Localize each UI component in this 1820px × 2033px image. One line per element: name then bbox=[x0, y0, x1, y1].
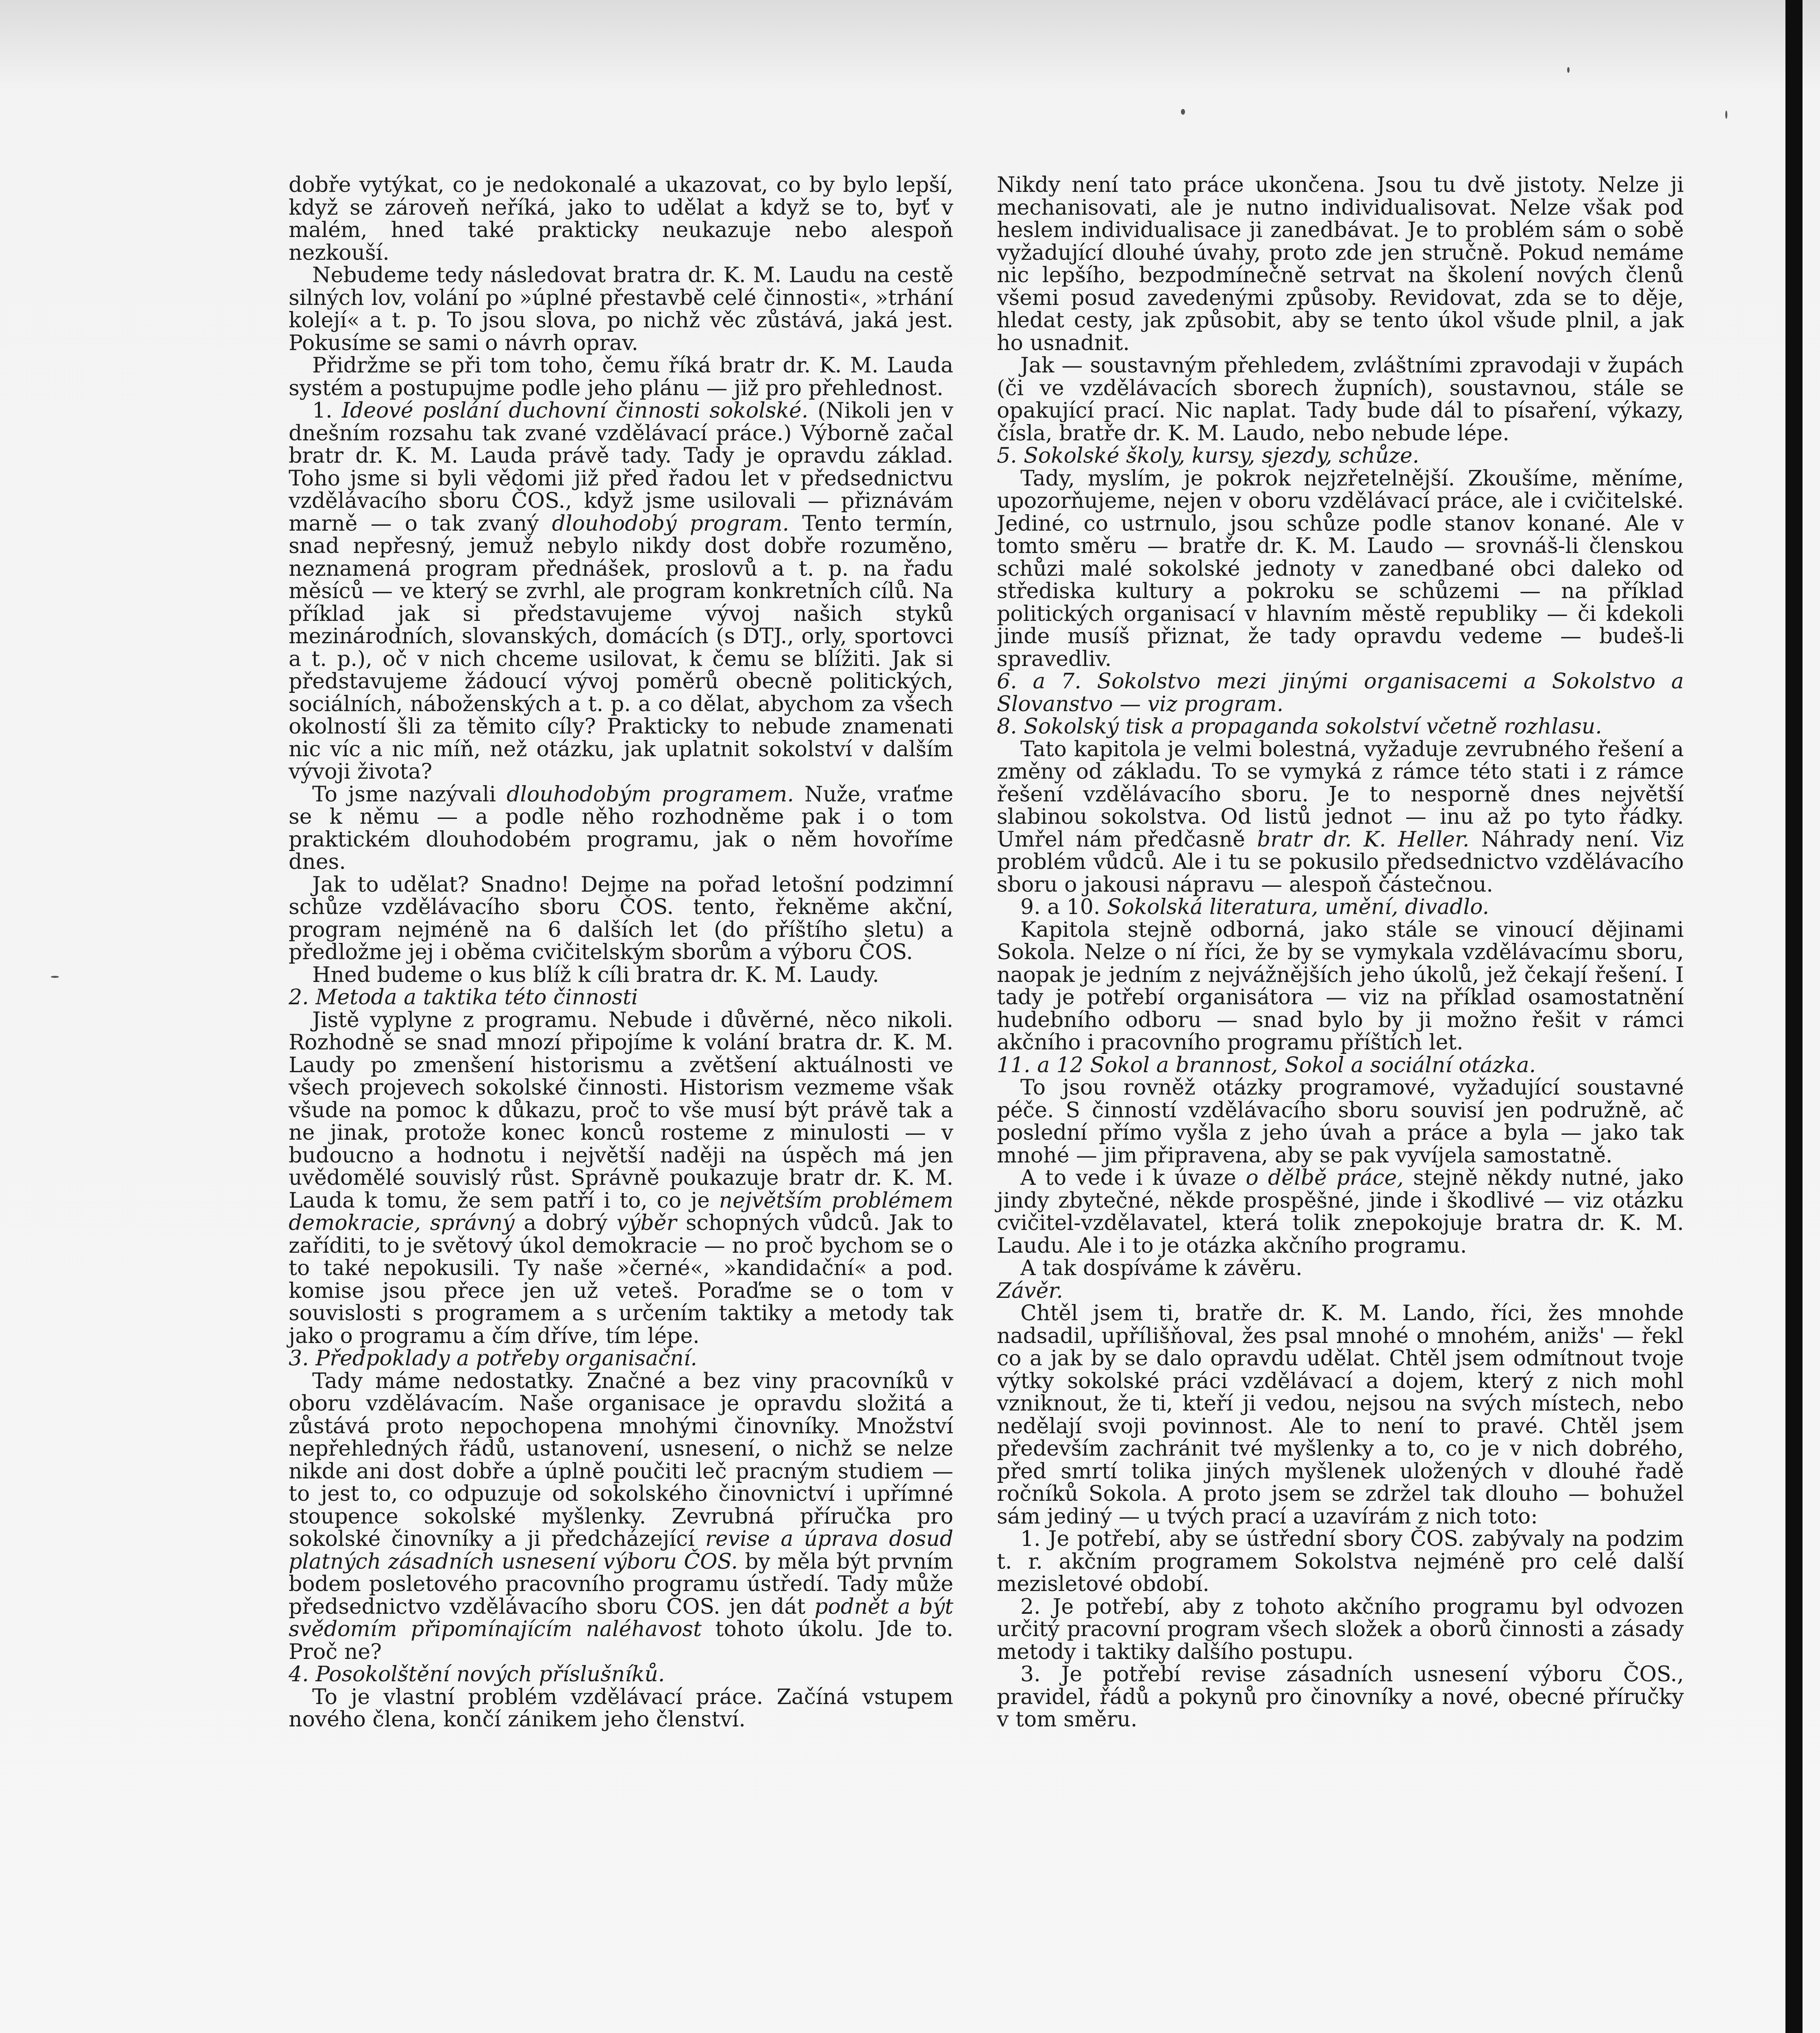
paragraph: Přidržme se při tom toho, čemu říká bratr dr. K. M. Lauda systém a postupujme podle jeho plánu — již pro přehlednost. bbox=[289, 353, 953, 401]
section-number: 9. a 10. bbox=[1020, 895, 1107, 919]
paragraph: Nebudeme tedy následovat bratra dr. K. M. Laudu na cestě silných lov, volání po »úplné přestavbě celé činnosti«, »trhání kolejí« a t. p. To jsou slova, po nichž věc zůstává, jaká jest. Pokusíme se sami o návrh oprav. bbox=[289, 263, 953, 355]
paragraph: A tak dospíváme k závěru. bbox=[1020, 1256, 1302, 1280]
article-right-column bbox=[997, 174, 1684, 1731]
section-paragraph bbox=[289, 400, 953, 784]
paragraph: Chtěl jsem ti, bratře dr. K. M. Lando, říci, žes mnohde nadsadil, upřílišňoval, žes psal mnohé o mnohém, anižs' — řekl co a jak by se dalo opravdu udělat. Chtěl jsem odmítnout tvoje výtky sokolské práci vzdělávací a dojem, který z nich mohl vzniknout, že ti, kteří ji vedou, nejsou na svých místech, nebo nedělají svoji povinnost. Ale to není to pravé. Chtěl jsem především zachránit tvé myšlenky a to, co je v nich dobrého, před smrtí tolika jiných myšlenek uložených v dlouhé řadě ročníků Sokola. A proto jsem se zdržel tak dlouho — bohužel sám jediný — u tvých prací a uzavírám z nich toto: bbox=[997, 1301, 1684, 1529]
section-heading: 11. a 12 Sokol a brannost, Sokol a sociální otázka. bbox=[997, 1053, 1536, 1077]
paragraph: Jak to udělat? Snadno! Dejme na pořad letošní podzimní schůze vzdělávacího sboru ČOS. tento, řekněme akční, program nejméně na 6 dalších let (do příštího sletu) a předložme jej i oběma cvičitelským sborům a výboru ČOS. bbox=[289, 872, 953, 964]
italic-phrase: podnět a být svědomím připomínajícím naléhavost bbox=[289, 1594, 953, 1641]
section-heading: 2. Metoda a taktika této činnosti bbox=[289, 985, 638, 1010]
paragraph-text: Tady máme nedostatky. Značné a bez viny pracovníků v oboru vzdělávacím. Naše organisace je opravdu složitá a zůstává proto nepochopena mnohými činovníky. Množství nepřehledných řádů, ustanovení, usnesení, o nichž se nelze nikde ani dost dobře a úplně poučiti leč pracným studiem — to jest to, co odpuzuje od sokolského činovnictví i upřímné stoupence sokolské myšlenky. Zevrubná příručka pro sokolské činovníky a ji předcházející bbox=[289, 1369, 953, 1551]
section-heading: Ideové poslání duchovní činnosti sokolské. bbox=[341, 398, 809, 423]
scan-border-edge bbox=[1785, 0, 1803, 2033]
scan-speck bbox=[1725, 111, 1727, 119]
section-heading: 5. Sokolské školy, kursy, sjezdy, schůze. bbox=[997, 444, 1420, 468]
paragraph: Nikdy není tato práce ukončena. Jsou tu dvě jistoty. Nelze ji mechanisovati, ale je nutno individualisovat. Nelze však pod heslem individualisace ji zanedbávat. Je to problém sám o sobě vyžadující dlouhé úvahy, proto zde jen stručně. Pokud nemáme nic lepšího, bezpodmínečně setrvat na školení nových členů všemi posud zavedenými způsoby. Revidovat, zda se to děje, hledat cesty, jak způsobit, aby se tento úkol všude plnil, a jak ho usnadnit. bbox=[997, 173, 1684, 355]
paragraph-text: (Nikoli jen v dnešním rozsahu tak zvané vzdělávací práce.) Výborně začal bratr dr. K. M. Lauda právě tady. Tady je opravdu základ. Toho jsme si byli vědomi již před řadou let v předsednictvu vzdělávacího sboru ČOS., když jsme usilovali — přiznávám marně — o tak zvaný bbox=[289, 398, 953, 536]
section-heading: 6. a 7. Sokolstvo mezi jinými organisacemi a Sokolstvo a Slovanstvo — viz program. bbox=[997, 669, 1684, 716]
section-heading: 8. Sokolský tisk a propaganda sokolství včetně rozhlasu. bbox=[997, 714, 1602, 739]
article-left-column bbox=[289, 174, 953, 1731]
paragraph-text: schopných vůdců. Jak to zaříditi, to je světový úkol demokracie — no proč bychom se o to také nepokusili. Ty naše »černé«, »kandidační« a pod. komise jsou přece jen už veteš. Poraďme se o tom v souvislosti s programem a s určením taktiky a metody tak jako o programu a čím dříve, tím lépe. bbox=[289, 1211, 953, 1348]
paragraph: To je vlastní problém vzdělávací práce. Začíná vstupem nového člena, končí zánikem jeho členství. bbox=[289, 1685, 953, 1732]
paragraph-text: A to vede i k úvaze bbox=[1020, 1166, 1246, 1190]
scan-speck bbox=[1181, 109, 1185, 115]
paragraph bbox=[289, 1009, 953, 1348]
paragraph bbox=[289, 784, 953, 874]
paragraph bbox=[289, 1370, 953, 1664]
italic-phrase: bratr dr. K. Heller. bbox=[1257, 827, 1470, 852]
paragraph bbox=[997, 738, 1684, 897]
paragraph-text: Jistě vyplyne z programu. Nebude i důvěrné, něco nikoli. Rozhodně se snad mnozí připojíme k volání bratra dr. K. M. Laudy po zmenšení historismu a zvětšení aktuálnosti ve všech projevech sokolské činnosti. Historism vezmeme však všude na pomoc k důkazu, proč to vše musí být právě tak a ne jinak, protože konec konců rosteme z minulosti — v budoucno a hodnotu i největší naději na úspěch má jen uvědomělé souvislý růst. Správně poukazuje bratr dr. K. M. Lauda k tomu, že sem patří i to, co je bbox=[289, 1008, 953, 1213]
italic-phrase: o dělbě práce, bbox=[1246, 1166, 1404, 1190]
paragraph-text: Tato kapitola je velmi bolestná, vyžaduje zevrubného řešení a změny od základu. To se vymyká z rámce této stati i z rámce řešení vzdělávacího sboru. Je to nesporně dnes největší slabinou sokolstva. Od listů jednot — inu až po tyto řádky. Umřel nám předčasně bbox=[997, 737, 1684, 852]
paragraph: Kapitola stejně odborná, jako stále se vinoucí dějinami Sokola. Nelze o ní říci, že by se vymykala vzdělávacímu sboru, naopak je jedním z nejvážnějších jeho úkolů, jež čekají řešení. I tady je potřebí organisátora — viz na příklad osamostatnění hudebního odboru — snad bylo by ji možno řešit v rámci akčního i pracovního programu příštích let. bbox=[997, 917, 1684, 1055]
paragraph-text: tohoto úkolu. Jde to. Proč ne? bbox=[289, 1617, 953, 1664]
italic-phrase: revise a úprava dosud platných zásadních usnesení výboru ČOS. bbox=[289, 1527, 953, 1574]
section-number: 1. bbox=[312, 398, 342, 423]
paragraph-text: by měla být prvním bodem posletového pracovního programu ústředí. Tady může předsednictvo vzdělávacího sboru ČOS. jen dát bbox=[289, 1549, 953, 1619]
section-paragraph bbox=[997, 896, 1684, 919]
paragraph-text: Nuže, vraťme se k němu — a podle něho rozhodněme pak i o tom praktickém dlouhodobém programu, jak o něm hovoříme dnes. bbox=[289, 782, 953, 874]
italic-phrase: největším problémem demokracie, správný bbox=[289, 1188, 953, 1235]
list-item: 2. Je potřebí, aby z tohoto akčního programu byl odvozen určitý pracovní program všech složek a oborů činnosti a zásady metody i taktiky dalšího postupu. bbox=[997, 1594, 1684, 1664]
scan-speck bbox=[51, 976, 59, 978]
paragraph-text: a dobrý bbox=[514, 1211, 617, 1235]
section-heading: 4. Posokolštění nových příslušníků. bbox=[289, 1662, 665, 1687]
paragraph-text: Tento termín, snad nepřesný, jemuž nebylo nikdy dost dobře rozuměno, neznamená program přednášek, proslovů a t. p. na řadu měsíců — ve který se zvrhl, ale program konkretních cílů. Na příklad jak si představujeme vývoj našich styků mezinárodních, slovanských, domácích (s DTJ., orly, sportovci a t. p.), oč v nich chceme usilovat, k čemu se blížiti. Jak si představujeme žádoucí vývoj poměrů obecně politických, sociálních, náboženských a t. p. a co dělat, abychom za všech okolností šli za těmito cíly? Prakticky to nebude znamenati nic víc a nic míň, než otázku, jak uplatnit sokolství v dalším vývoji života? bbox=[289, 511, 954, 784]
section-heading: 3. Předpoklady a potřeby organisační. bbox=[289, 1346, 697, 1371]
paragraph-text: Náhrady není. Viz problém vůdců. Ale i tu se pokusilo předsednictvo vzdělávacího sboru o jakousi nápravu — alespoň částečnou. bbox=[997, 827, 1684, 897]
section-heading: Závěr. bbox=[997, 1278, 1063, 1303]
paragraph-text: To jsme nazývali bbox=[312, 782, 507, 807]
paragraph: Jak — soustavným přehledem, zvláštními zpravodaji v župách (či ve vzdělávacích sborech župních), soustavnou, stále se opakující prací. Nic naplat. Tady bude dál to písaření, výkazy, čísla, bratře dr. K. M. Laudo, nebo nebude lépe. bbox=[997, 353, 1684, 446]
paragraph: Hned budeme o kus blíž k cíli bratra dr. K. M. Laudy. bbox=[312, 962, 879, 987]
list-item: 1. Je potřebí, aby se ústřední sbory ČOS. zabývaly na podzim t. r. akčním programem Sokolstva nejméně pro celé další mezisletové období. bbox=[997, 1527, 1684, 1596]
italic-phrase: dlouhodobým programem. bbox=[507, 782, 794, 807]
italic-phrase: dlouhodobý program. bbox=[552, 511, 789, 536]
paragraph: Tady, myslím, je pokrok nejzřetelnější. Zkoušíme, měníme, upozorňujeme, nejen v oboru vzdělávací práce, ale i cvičitelské. Jediné, co ustrnulo, jsou schůze podle stanov konané. Ale v tomto směru — bratře dr. K. M. Laudo — srovnáš-li členskou schůzi malé sokolské jednoty v zanedbané obci daleko od střediska kultury a pokroku se schůzemi — na příklad politických organisací v hlavním městě republiky — či kdekoli jinde musíš přiznat, že tady opravdu vedeme — budeš-li spravedliv. bbox=[997, 466, 1684, 671]
paragraph: To jsou rovněž otázky programové, vyžadující soustavné péče. S činností vzdělávacího sboru souvisí jen podružně, ač poslední přímo vyšla z jeho úvah a práce a byla — jako tak mnohé — jim připravena, aby se pak vyvíjela samostatně. bbox=[997, 1075, 1684, 1168]
italic-phrase: výběr bbox=[616, 1211, 677, 1235]
list-item: 3. Je potřebí revise zásadních usnesení výboru ČOS., pravidel, řádů a pokynů pro činovníky a nové, obecné příručky v tom směru. bbox=[997, 1662, 1684, 1732]
section-heading: Sokolská literatura, umění, divadlo. bbox=[1107, 895, 1489, 919]
paragraph bbox=[997, 1167, 1684, 1257]
paragraph: dobře vytýkat, co je nedokonalé a ukazovat, co by bylo lepší, když se zároveň neříká, jako to udělat a když se to, byť v malém, hned také prakticky neukazuje nebo alespoň nezkouší. bbox=[289, 173, 953, 265]
paragraph-text: stejně někdy nutné, jako jindy zbytečné, někde prospěšné, jinde i škodlivé — viz otázku cvičitel-vzdělavatel, která tolik znepokojuje bratra dr. K. M. Laudu. Ale i to je otázka akčního programu. bbox=[997, 1166, 1684, 1258]
scan-speck bbox=[1567, 67, 1570, 73]
